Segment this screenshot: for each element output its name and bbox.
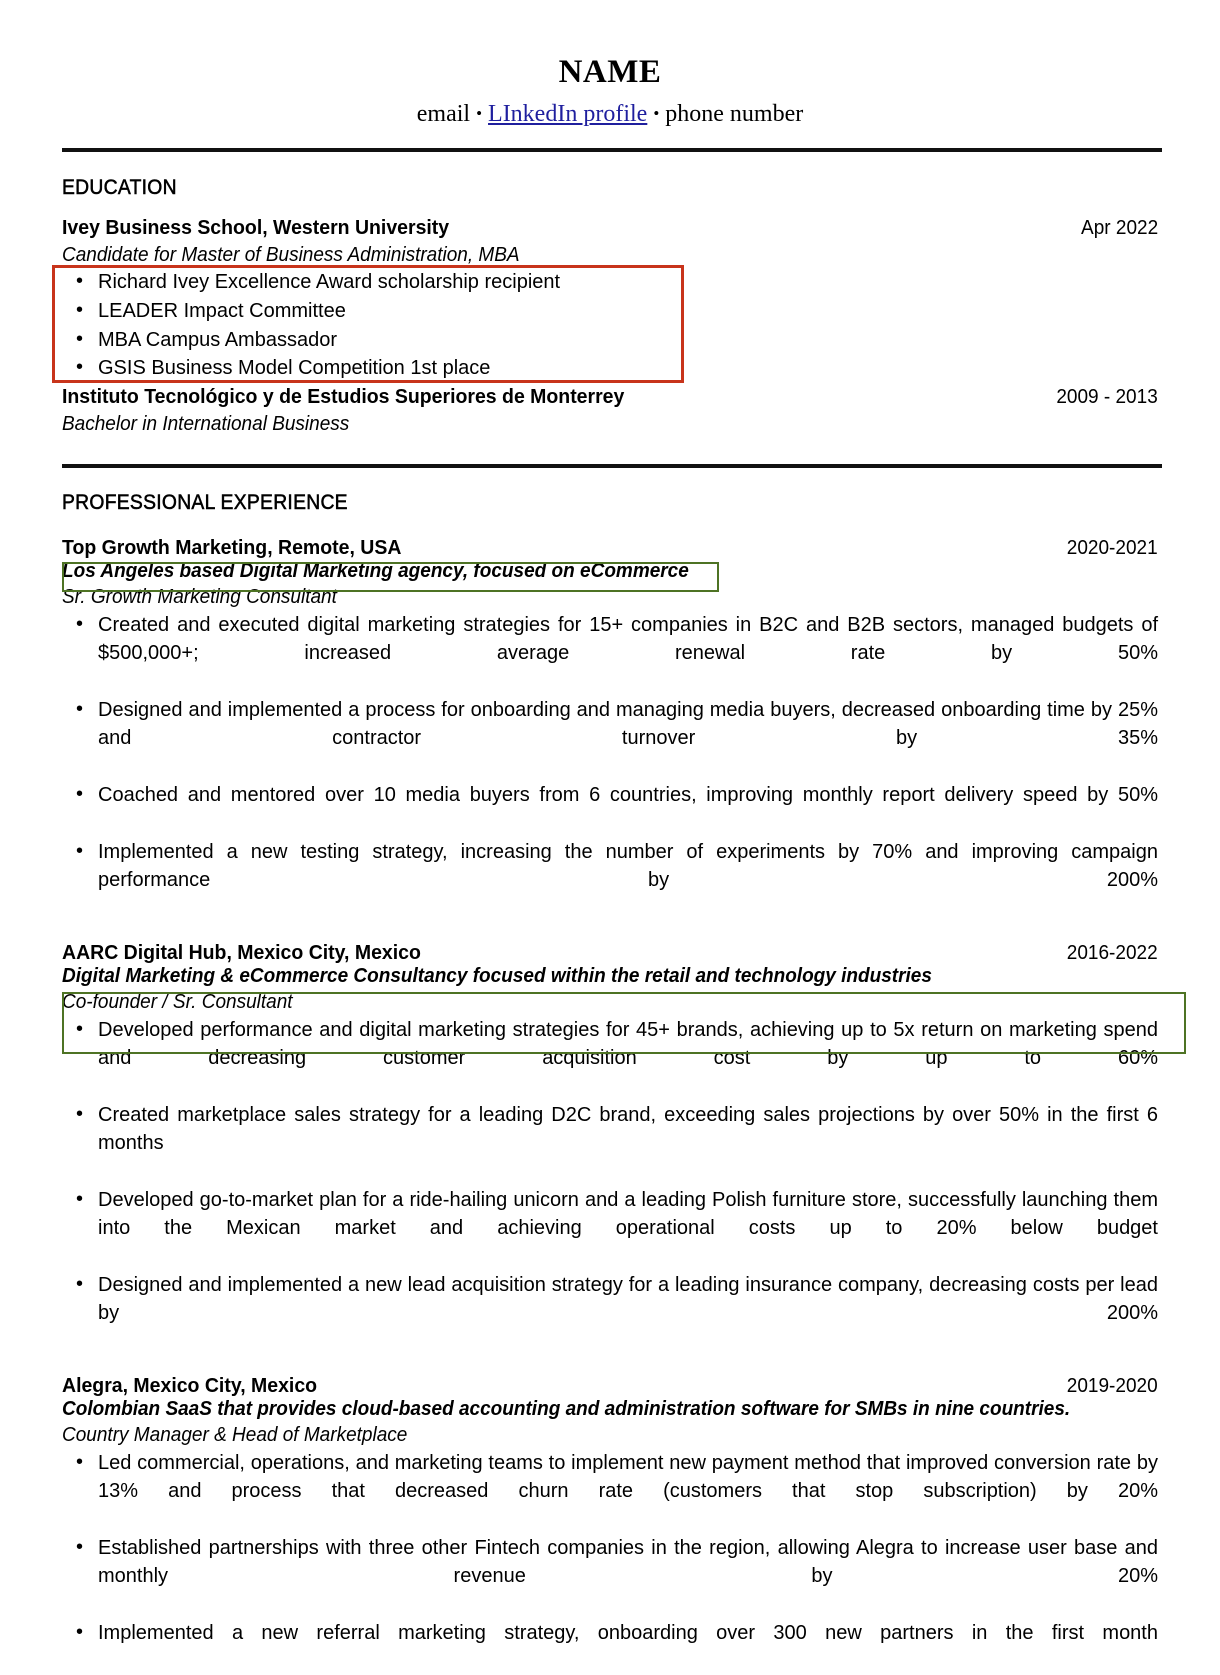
education-dates: Apr 2022 <box>1080 217 1158 240</box>
experience-blurb-wrap <box>62 560 1158 583</box>
education-bullet-list <box>62 269 1158 382</box>
education-org: Ivey Business School, Western University <box>62 216 450 240</box>
list-item: • Established partnerships with three other Fintech companies in the region, allowing Alegra to increase user base and monthly revenue by 20% <box>62 1534 1158 1618</box>
contact-separator-1: • <box>476 104 483 123</box>
entry-header <box>62 536 1158 560</box>
section-heading-education: EDUCATION <box>62 176 177 200</box>
list-item: • Implemented a new referral marketing strategy, onboarding over 300 new partners in the first month <box>62 1619 1158 1675</box>
list-item: • GSIS Business Model Competition 1st place <box>62 355 1158 383</box>
experience-dates: 2020-2021 <box>1067 536 1158 559</box>
experience-dates: 2019-2020 <box>1067 1374 1158 1397</box>
experience-blurb: Los Angeles based Digital Marketing agency, focused on eCommerce <box>62 559 689 582</box>
education-dates: 2009 - 2013 <box>1056 385 1158 408</box>
contact-phone: phone number <box>665 101 804 127</box>
list-item: • Created marketplace sales strategy for a leading D2C brand, exceeding sales projections by over 50% in the first 6 months <box>62 1101 1158 1185</box>
linkedin-profile-link[interactable]: LInkedIn profile <box>488 101 648 127</box>
experience-role: Country Manager & Head of Marketplace <box>62 1423 408 1446</box>
list-item: • LEADER Impact Committee <box>62 298 1158 326</box>
experience-org: Top Growth Marketing, Remote, USA <box>62 535 402 559</box>
list-item: • Created and executed digital marketing strategies for 15+ companies in B2C and B2B sectors, managed budgets of $500,000+; increased average renewal rate by 50% <box>62 611 1158 695</box>
experience-role: Co-founder / Sr. Consultant <box>62 990 293 1013</box>
education-entry-itesm <box>62 383 1158 436</box>
contact-separator-2: • <box>653 104 660 123</box>
entry-header <box>62 385 1158 409</box>
experience-entry-alegra <box>62 1355 1158 1675</box>
list-item: • Richard Ivey Excellence Award scholarship recipient <box>62 269 1158 297</box>
experience-dates: 2016-2022 <box>1067 941 1158 964</box>
contact-email: email <box>416 101 471 127</box>
education-org: Instituto Tecnológico y de Estudios Superiores de Monterrey <box>62 384 625 408</box>
experience-role: Sr. Growth Marketing Consultant <box>62 585 337 608</box>
list-item: • Coached and mentored over 10 media buyers from 6 countries, improving monthly report delivery speed by 50% <box>62 781 1158 837</box>
experience-blurb: Colombian SaaS that provides cloud-based accounting and administration software for SMBs in nine countries. <box>62 1397 1071 1420</box>
experience-blurb: Digital Marketing & eCommerce Consultancy focused within the retail and technology industries <box>62 964 932 987</box>
experience-bullet-list <box>62 611 1158 922</box>
experience-blurb-wrap <box>62 1398 1158 1421</box>
experience-org: AARC Digital Hub, Mexico City, Mexico <box>62 940 421 964</box>
education-entry-ivey <box>62 200 1158 382</box>
entry-header <box>62 1374 1158 1398</box>
experience-org: Alegra, Mexico City, Mexico <box>62 1373 318 1397</box>
list-item: • Designed and implemented a process for onboarding and managing media buyers, decreased onboarding time by 25% and contractor turnover by 35% <box>62 696 1158 780</box>
list-item: • Implemented a new testing strategy, increasing the number of experiments by 70% and improving campaign performance by 200% <box>62 838 1158 922</box>
contact-line <box>62 101 1158 127</box>
list-item: • Led commercial, operations, and marketing teams to implement new payment method that improved conversion rate by 13% and process that decreased churn rate (customers that stop subscription) by 20% <box>62 1449 1158 1533</box>
list-item: • MBA Campus Ambassador <box>62 327 1158 355</box>
experience-bullet-list <box>62 1016 1158 1355</box>
experience-blurb-wrap <box>62 965 1158 988</box>
experience-bullet-list <box>62 1449 1158 1675</box>
education-degree: Candidate for Master of Business Administration, MBA <box>62 244 520 267</box>
candidate-name: NAME <box>558 54 662 90</box>
experience-entry-aarc-digital-hub <box>62 922 1158 1355</box>
section-heading-experience: PROFESSIONAL EXPERIENCE <box>62 490 348 514</box>
list-item: • Designed and implemented a new lead acquisition strategy for a leading insurance company, decreasing costs per lead by 200% <box>62 1271 1158 1355</box>
entry-header <box>62 941 1158 965</box>
list-item: • Developed performance and digital marketing strategies for 45+ brands, achieving up to 5x return on marketing spend and decreasing customer acquisition cost by up to 60% <box>62 1016 1158 1100</box>
experience-entry-top-growth-marketing <box>62 515 1158 922</box>
list-item: • Developed go-to-market plan for a ride-hailing unicorn and a leading Polish furniture store, successfully launching them into the Mexican market and achieving operational costs up to 20% below budget <box>62 1186 1158 1270</box>
education-degree: Bachelor in International Business <box>62 412 350 435</box>
entry-header <box>62 216 1158 240</box>
